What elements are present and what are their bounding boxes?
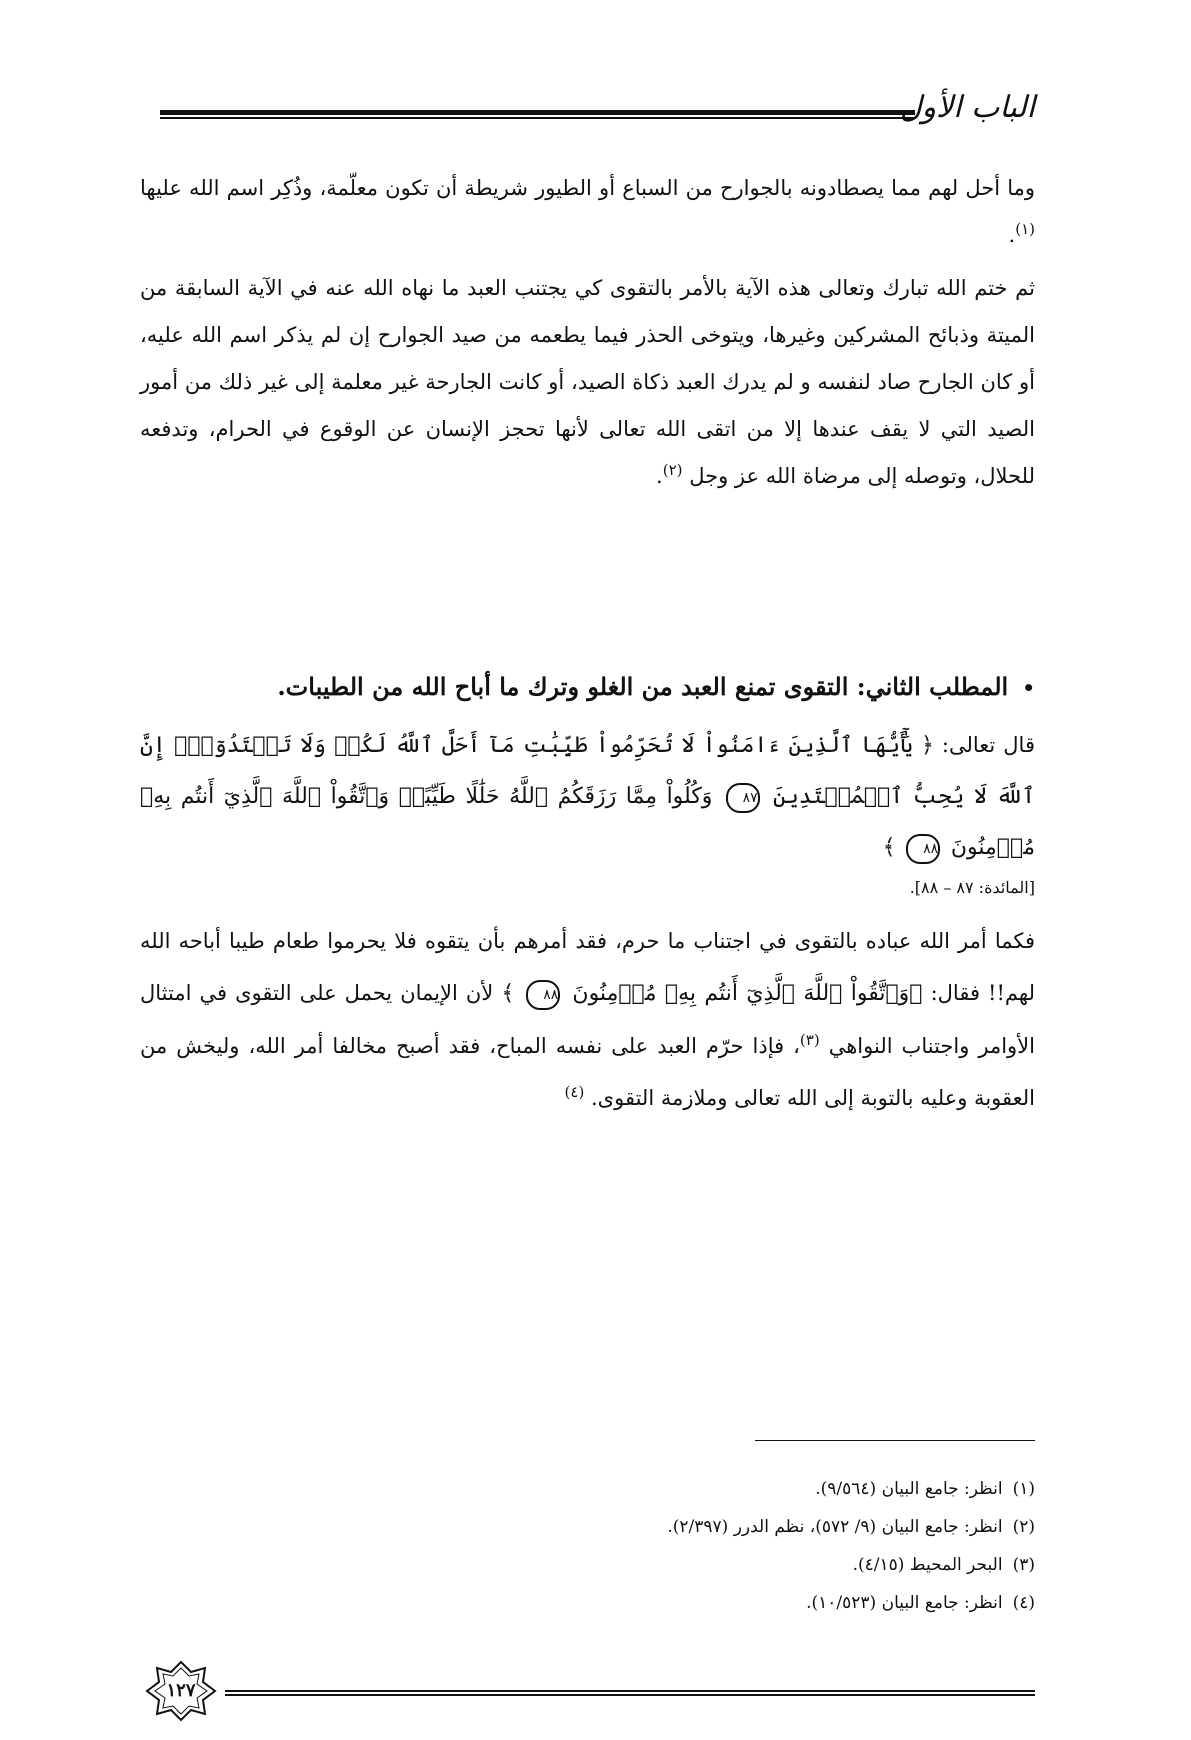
footnote-item [140, 1584, 1035, 1622]
paragraph-3-text-b: لأن الإيمان يحمل على التقوى في امتثال الأوامر واجتناب النواهي [140, 981, 1035, 1058]
footnote-item [140, 1508, 1035, 1546]
footnote-text: انظر: جامع البيان (٩/ ٥٧٢)، نظم الدرر (٢/٣٩٧). [667, 1517, 1003, 1537]
verse-87: يَٰٓأَيُّهَا ٱلَّذِينَ ءَامَنُواْ لَا تُحَرِّمُواْ طَيِّبَٰتِ مَآ أَحَلَّ ٱللَّهُ لَكُمۡ وَلَا تَعۡتَدُوٓاْۚ إِنَّ ٱللَّهَ لَا يُحِبُّ ٱلۡمُعۡتَدِينَ [140, 733, 1035, 809]
body-section-1 [140, 165, 1035, 506]
footnotes [140, 1470, 1035, 1622]
chapter-title: الباب الأول [899, 90, 1035, 125]
inline-verse-close: ﴾ [501, 981, 515, 1006]
body-section-2 [140, 915, 1035, 1130]
footnote-number: (١) [1012, 1479, 1035, 1499]
paragraph-1: وما أحل لهم مما يصطادونه بالجوارح من السباع أو الطيور شريطة أن تكون معلّمة، وذُكِر اسم الله عليها $^{(١)}$. [140, 176, 1035, 247]
paragraph-3 [140, 915, 1035, 1124]
paragraph-3-text-a: فكما أمر الله عباده بالتقوى في اجتناب ما حرم، فقد أمرهم بأن يتقوه فلا يحرموا طعام طيبا أباحه الله لهم!! فقال: [140, 929, 1035, 1005]
paragraph-2: ثم ختم الله تبارك وتعالى هذه الآية بالأمر بالتقوى كي يجتنب العبد ما نهاه الله عنه في الآية السابقة من الميتة وذبائح المشركين وغيرها، ويتوخى الحذر فيما يطعمه من صيد الجوارح إن لم يذكر اسم الله عليه، أو كان الجارح صاد لنفسه و لم يدرك العبد ذكاة الصيد، أو كانت الجارحة غير معلمة إلى غير ذلك من أمور الصيد التي لا يقف عندها إلا من اتقى الله تعالى لأنها تحجز الإنسان عن الوقوع في الحرام، وتدفعه للحلال، وتوصله إلى مرضاة الله عز وجل $^{(٢)}$. [140, 276, 1035, 488]
verse-88: وَكُلُواْ مِمَّا رَزَقَكُمُ ٱللَّهُ حَلَٰلًا طَيِّبًاۚ وَٱتَّقُواْ ٱللَّهَ ٱلَّذِيٓ أَنتُم بِهِۦ مُؤۡمِنُونَ [140, 784, 1035, 860]
ayah-marker-87: ٨٧ [726, 783, 760, 813]
paragraph-3-text-c: ، فإذا حرّم العبد على نفسه المباح، فقد أصبح مخالفا أمر الله، وليخش من العقوبة وعليه بالتوبة إلى الله تعالى وملازمة التقوى. [140, 1034, 1035, 1110]
paragraph-2-text: ثم ختم الله تبارك وتعالى هذه الآية بالأمر بالتقوى كي يجتنب العبد ما نهاه الله عنه في الآية السابقة من الميتة وذبائح المشركين وغيرها، ويتوخى الحذر فيما يطعمه من صيد الجوارح إن لم يذكر اسم الله عليه، أو كان الجارح صاد لنفسه و لم يدرك العبد ذكاة الصيد، أو كانت الجارحة غير معلمة إلى غير ذلك من أمور الصيد التي لا يقف عندها إلا من اتقى الله تعالى لأنها تحجز الإنسان عن الوقوع في الحرام، وتدفعه للحلال، وتوصله إلى مرضاة الله عز وجل [140, 276, 1035, 488]
close-ornate-bracket: ﴾ [882, 835, 896, 860]
footnote-separator [755, 1440, 1035, 1441]
footnote-item [140, 1546, 1035, 1584]
ayah-marker-88: ٨٨ [906, 834, 940, 864]
inline-verse: ﴿وَٱتَّقُواْ ٱللَّهَ ٱلَّذِيٓ أَنتُم بِهِۦ مُؤۡمِنُونَ [572, 981, 923, 1006]
footnote-number: (٤) [1012, 1593, 1035, 1613]
footnote-number: (٣) [1012, 1555, 1035, 1575]
footnote-ref-4: (٤) [564, 1083, 585, 1101]
footnote-text: انظر: جامع البيان (٩/٥٦٤). [815, 1479, 1003, 1499]
quote-intro: قال تعالى: [941, 733, 1035, 757]
running-header [160, 88, 1035, 138]
header-rule [160, 110, 915, 119]
bullet-icon: • [1022, 676, 1035, 700]
open-ornate-bracket: ﴿ [920, 733, 934, 758]
footnote-ref-1: (١) [1015, 220, 1035, 238]
inline-ayah-marker-88: ٨٨ [526, 980, 560, 1010]
quran-quote [140, 720, 1035, 903]
page-number-ornament [145, 1660, 217, 1722]
section-heading-text: المطلب الثاني: التقوى تمنع العبد من الغلو وترك ما أباح الله من الطيبات. [277, 672, 1009, 701]
footnote-item [140, 1470, 1035, 1508]
verse-citation: [المائدة: ٨٧ – ٨٨]. [909, 878, 1035, 897]
page-number: ١٢٧ [166, 1680, 196, 1701]
section-heading [140, 665, 1035, 710]
footnote-text: انظر: جامع البيان (١٠/٥٢٣). [806, 1593, 1003, 1613]
footnote-text: البحر المحيط (٤/١٥). [852, 1555, 1003, 1575]
footnote-ref-3: (٣) [799, 1031, 820, 1049]
footnote-number: (٢) [1012, 1517, 1035, 1537]
footnote-ref-2: (٢) [662, 461, 683, 479]
paragraph-1-text: وما أحل لهم مما يصطادونه بالجوارح من السباع أو الطيور شريطة أن تكون معلّمة، وذُكِر اسم الله عليها [140, 176, 1035, 200]
footer-rule [225, 1690, 1035, 1696]
